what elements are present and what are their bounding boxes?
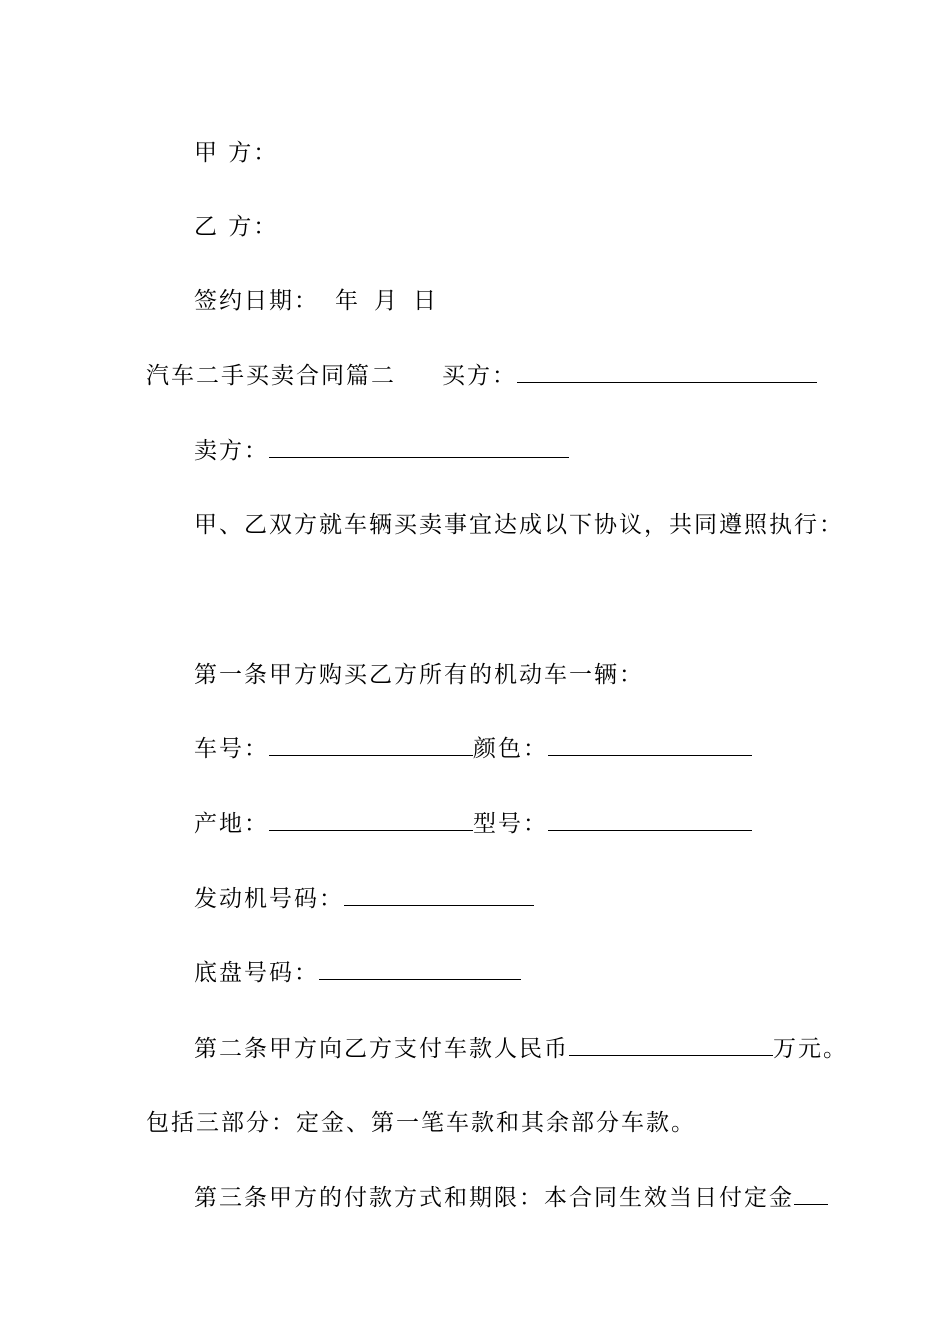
buyer-label: 买方： bbox=[442, 363, 517, 389]
deposit-blank bbox=[794, 1184, 828, 1205]
article-2-continued bbox=[146, 1108, 696, 1138]
article-1 bbox=[194, 660, 644, 690]
article-2-suffix: 万元。 bbox=[773, 1036, 848, 1062]
section-title: 汽车二手买卖合同篇二 bbox=[146, 363, 396, 389]
seller-label: 卖方： bbox=[194, 438, 269, 464]
engine-line bbox=[194, 884, 534, 914]
plate-color-line bbox=[194, 734, 752, 764]
sign-date-label: 签约日期： bbox=[194, 288, 319, 314]
sign-date-day: 日 bbox=[413, 288, 438, 314]
color-label: 颜色： bbox=[473, 736, 548, 762]
chassis-label: 底盘号码： bbox=[194, 960, 319, 986]
model-label: 型号： bbox=[473, 811, 548, 837]
sign-date-year: 年 bbox=[335, 288, 360, 314]
chassis-line bbox=[194, 958, 521, 988]
party-a-line bbox=[194, 138, 278, 168]
engine-blank bbox=[344, 885, 534, 906]
plate-label: 车号： bbox=[194, 736, 269, 762]
engine-label: 发动机号码： bbox=[194, 886, 344, 912]
seller-line bbox=[194, 436, 569, 466]
seller-blank bbox=[269, 437, 569, 458]
party-a-label: 甲 方： bbox=[194, 140, 279, 166]
color-blank bbox=[548, 735, 752, 756]
party-b-line bbox=[194, 212, 278, 242]
article-2-cont-text: 包括三部分：定金、第一笔车款和其余部分车款。 bbox=[146, 1110, 696, 1136]
agreement-intro-text: 甲、乙双方就车辆买卖事宜达成以下协议，共同遵照执行： bbox=[194, 512, 844, 538]
agreement-intro bbox=[194, 510, 844, 540]
party-b-label: 乙 方： bbox=[194, 214, 279, 240]
sign-date-line bbox=[194, 286, 438, 316]
article-2-prefix: 第二条甲方向乙方支付车款人民币 bbox=[194, 1036, 569, 1062]
origin-label: 产地： bbox=[194, 811, 269, 837]
price-blank bbox=[569, 1035, 773, 1056]
chassis-blank bbox=[319, 959, 521, 980]
section-title-line bbox=[146, 361, 817, 391]
model-blank bbox=[548, 810, 752, 831]
plate-blank bbox=[269, 735, 473, 756]
sign-date-month: 月 bbox=[374, 288, 399, 314]
origin-blank bbox=[269, 810, 473, 831]
article-3-text: 第三条甲方的付款方式和期限：本合同生效当日付定金 bbox=[194, 1185, 794, 1211]
article-3 bbox=[194, 1183, 828, 1213]
article-2 bbox=[194, 1034, 848, 1064]
origin-model-line bbox=[194, 809, 752, 839]
buyer-blank bbox=[517, 362, 817, 383]
article-1-text: 第一条甲方购买乙方所有的机动车一辆： bbox=[194, 662, 644, 688]
